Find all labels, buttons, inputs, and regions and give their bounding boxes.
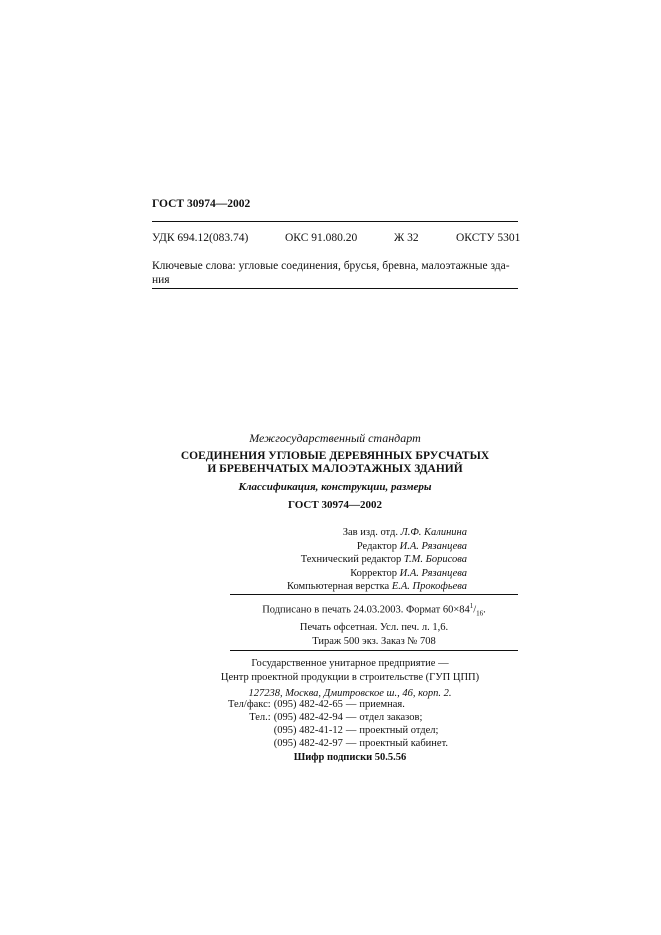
phone-number: (095) 482-42-97	[273, 738, 343, 749]
standard-type: Межгосударственный стандарт	[249, 431, 421, 445]
zh-code: Ж 32	[394, 232, 419, 244]
credit-role: Корректор	[350, 567, 397, 579]
credit-role: Зав изд. отд.	[342, 527, 398, 538]
print-info	[230, 599, 518, 649]
phone-row	[228, 711, 451, 724]
standard-code-title: ГОСТ 30974—2002	[288, 499, 382, 511]
phone-desc: проектный кабинет.	[359, 738, 448, 749]
phone-row	[228, 698, 451, 711]
credit-row	[287, 526, 467, 540]
credit-row	[287, 580, 467, 594]
phone-desc: проектный отдел;	[359, 725, 439, 736]
phone-dash: —	[345, 738, 357, 749]
udk-code: УДК 694.12(083.74)	[152, 232, 249, 244]
divider-print	[230, 650, 518, 651]
credit-row	[287, 540, 467, 554]
keywords-line-2: ния	[152, 274, 170, 286]
phone-number: (095) 482-42-65	[273, 699, 343, 710]
divider-credits	[230, 594, 518, 595]
publisher-line-2: Центр проектной продукции в строительстве (ГУП ЦПП)	[220, 672, 480, 683]
credit-row	[287, 567, 467, 581]
format-sub: 16	[476, 609, 484, 618]
oks-code: ОКС 91.080.20	[285, 232, 358, 244]
phone-desc: приемная.	[359, 699, 405, 710]
phone-table	[228, 698, 451, 750]
phone-dash: —	[345, 699, 357, 710]
signed-text: Подписано в печать 24.03.2003. Формат 60×84	[262, 604, 470, 616]
phone-label: Тел.:	[249, 712, 271, 723]
credit-name: Е.А. Прокофьева	[391, 581, 467, 592]
subtitle: Классификация, конструкции, размеры	[238, 481, 432, 493]
title-line-1: СОЕДИНЕНИЯ УГЛОВЫЕ ДЕРЕВЯННЫХ БРУСЧАТЫХ	[180, 450, 490, 462]
phone-label	[228, 724, 274, 737]
format-end: .	[483, 604, 486, 616]
publisher-address: 127238, Москва, Дмитровское ш., 46, корп. 2.	[248, 688, 452, 699]
credit-role: Редактор	[356, 540, 397, 552]
credit-role: Компьютерная верстка	[287, 581, 390, 592]
publisher	[200, 657, 500, 701]
credit-name: И.А. Рязанцева	[399, 540, 467, 552]
run-line: Тираж 500 экз. Заказ № 708	[312, 635, 436, 647]
credits	[287, 526, 467, 594]
title-line-2: И БРЕВЕНЧАТЫХ МАЛОЭТАЖНЫХ ЗДАНИЙ	[207, 463, 463, 475]
publisher-line-1: Государственное унитарное предприятие —	[251, 658, 449, 669]
divider-keywords	[152, 288, 518, 289]
signed-line: Подписано в печать 24.03.2003. Формат $60\times 84^1/_{16}$.	[262, 602, 486, 618]
credit-name: И.А. Рязанцева	[399, 567, 467, 579]
credit-role: Технический редактор	[300, 554, 402, 565]
phone-dash: —	[345, 725, 357, 736]
phone-desc: отдел заказов;	[359, 712, 423, 723]
phone-label: Тел/факс:	[228, 699, 271, 710]
okstu-code: ОКСТУ 5301	[456, 232, 521, 244]
credit-name: Л.Ф. Калинина	[400, 527, 467, 538]
phone-row	[228, 724, 451, 737]
divider-top	[152, 221, 518, 222]
phone-label	[228, 737, 274, 750]
standard-code-header: ГОСТ 30974—2002	[152, 198, 251, 210]
phone-dash: —	[345, 712, 357, 723]
phone-row	[228, 737, 451, 750]
credit-row	[287, 553, 467, 567]
format-sup: 1	[469, 602, 474, 610]
subscription-code: Шифр подписки 50.5.56	[293, 752, 407, 763]
credit-name: Т.М. Борисова	[403, 554, 467, 565]
phone-number: (095) 482-41-12	[273, 725, 343, 736]
press-line: Печать офсетная. Усл. печ. л. 1,6.	[299, 621, 449, 633]
keywords-line-1: Ключевые слова: угловые соединения, брусья, бревна, малоэтажные зда-	[152, 260, 510, 272]
phone-number: (095) 482-42-94	[273, 712, 343, 723]
